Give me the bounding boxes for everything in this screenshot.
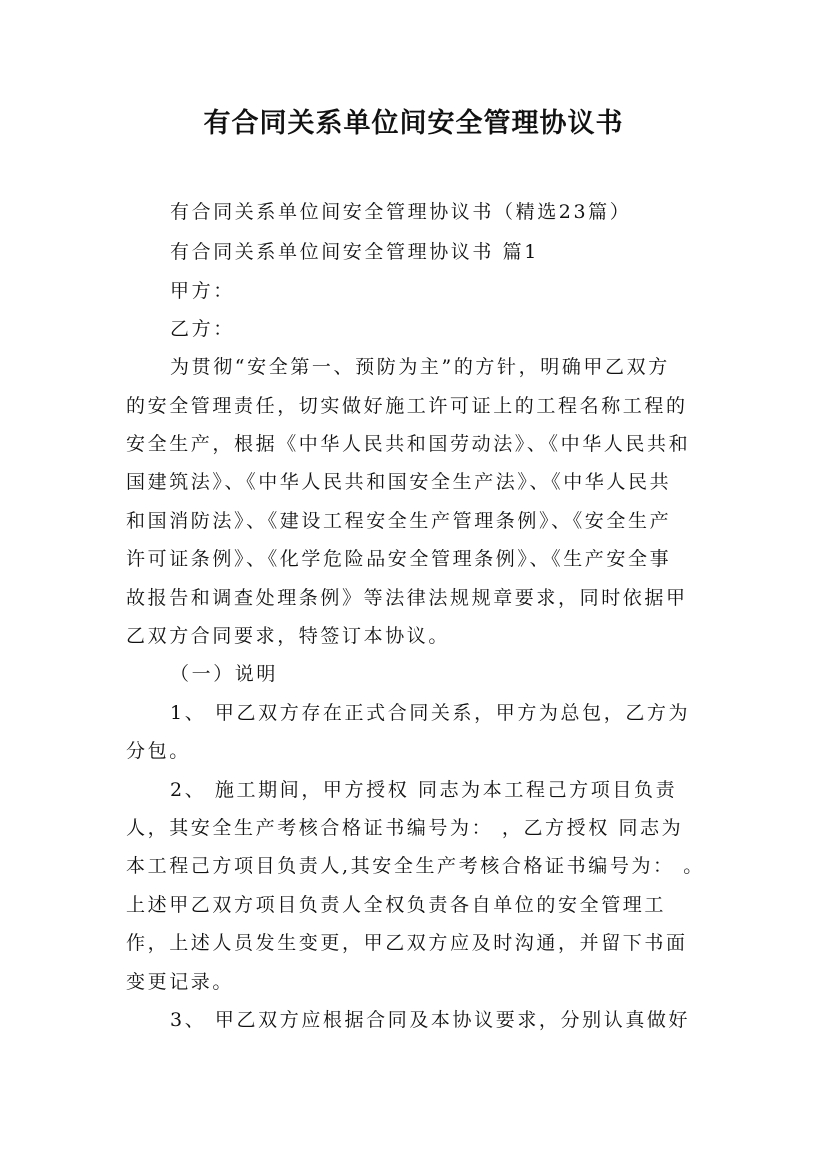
text-line: 为贯彻“安全第一、预防为主”的方针，明确甲乙双方 [170, 356, 670, 378]
text-line: 和国消防法》、《建设工程安全生产管理条例》、《安全生产 [126, 510, 672, 532]
text-line: 3、 甲乙双方应根据合同及本协议要求，分别认真做好 [170, 1009, 691, 1031]
text-line-party-b: 乙方： [170, 318, 235, 340]
text-line-subtitle: 有合同关系单位间安全管理协议书（精选23篇） [170, 201, 632, 223]
text-line: 乙双方合同要求，特签订本协议。 [126, 625, 451, 647]
text-line-party-a: 甲方： [170, 280, 235, 302]
text-line: 1、 甲乙双方存在正式合同关系，甲方为总包，乙方为 [170, 702, 691, 724]
text-line: 变更记录。 [126, 971, 235, 993]
text-line: 作，上述人员发生变更，甲乙双方应及时沟通，并留下书面 [126, 932, 688, 954]
text-line-section-label: （一）说明 [170, 663, 279, 685]
text-line-section-heading: 有合同关系单位间安全管理协议书 篇1 [170, 241, 539, 263]
text-line: 故报告和调查处理条例》等法律法规规章要求，同时依据甲 [126, 587, 688, 609]
text-line: 分包。 [126, 740, 191, 762]
text-line: 的安全管理责任，切实做好施工许可证上的工程名称工程的 [126, 395, 688, 417]
text-line: 国建筑法》、《中华人民共和国安全生产法》、《中华人民共 [126, 471, 672, 493]
text-line: 2、 施工期间，甲方授权 同志为本工程己方项目负责 [170, 779, 678, 801]
text-line: 本工程己方项目负责人,其安全生产考核合格证书编号为： 。 [126, 855, 705, 877]
text-line: 安全生产，根据《中华人民共和国劳动法》、《中华人民共和 [126, 433, 691, 455]
text-line: 人，其安全生产考核合格证书编号为： ，乙方授权 同志为 [126, 817, 684, 839]
document-title: 有合同关系单位间安全管理协议书 [203, 108, 624, 139]
text-line: 上述甲乙双方项目负责人全权负责各自单位的安全管理工 [126, 894, 667, 916]
text-line: 许可证条例》、《化学危险品安全管理条例》、《生产安全事 [126, 548, 672, 570]
